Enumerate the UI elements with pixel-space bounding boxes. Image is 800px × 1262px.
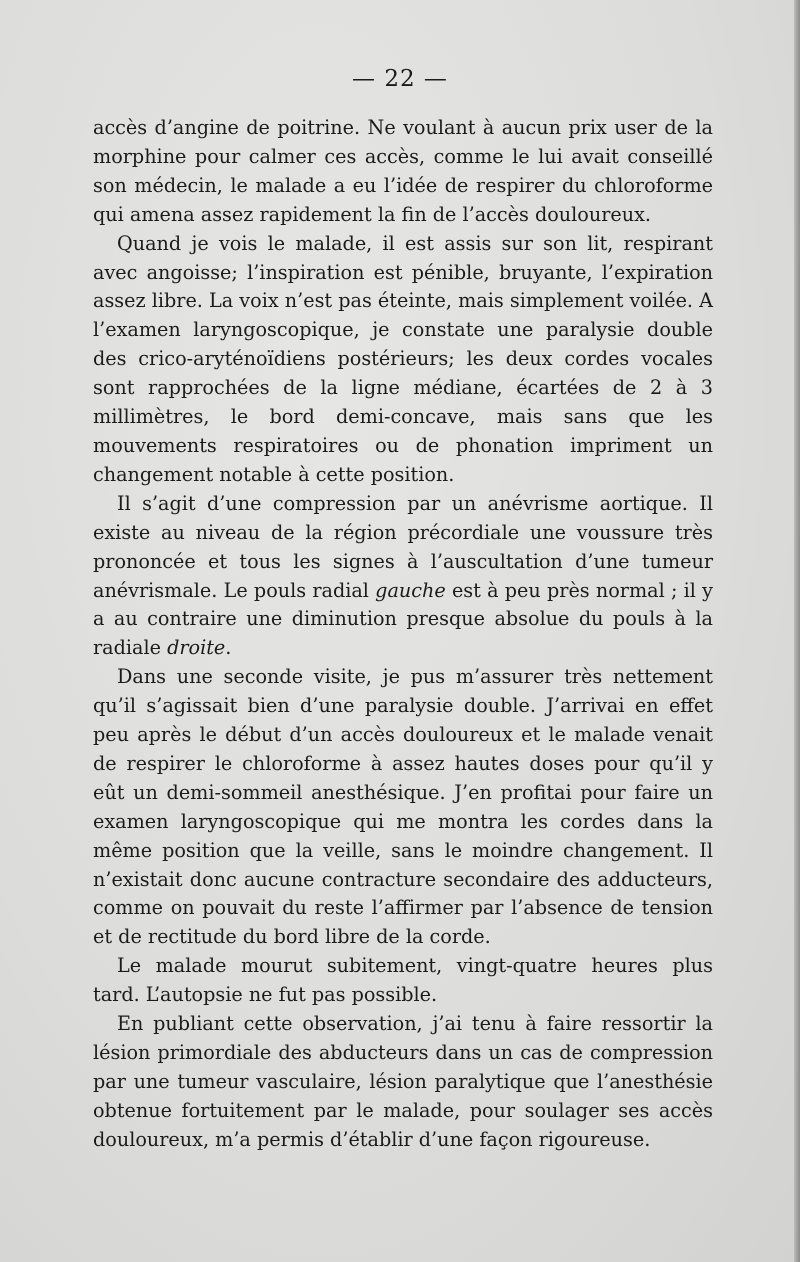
paragraph-4: Dans une seconde visite, je pus m’assurer très nettement qu’il s’agissait bien d’une paralysie double. J’arrivai en effet peu après le début d’un accès douloureux et le malade venait de respirer le chloroforme à assez hautes doses pour qu’il y eût un demi-sommeil anesthésique. J’en profitai pour faire un examen laryngoscopique qui me montra les cordes dans la même position que la veille, sans le moindre changement. Il n’existait donc aucune contracture secondaire des adducteurs, comme on pouvait du reste l’affirmer par l’absence de tension et de rectitude du bord libre de la corde. [93, 665, 713, 949]
italic-word-gauche: gauche [375, 578, 446, 602]
paragraph-1: accès d’angine de poitrine. Ne voulant à aucun prix user de la morphine pour calmer ces accès, comme le lui avait conseillé son médecin, le malade a eu l’idée de respirer du chloroforme qui amena assez rapidement la fin de l’accès douloureux. [93, 116, 713, 226]
paragraph-3-part-3: . [225, 636, 232, 660]
paragraph-3-part-1: Il s’agit d’une compression par un anévrisme aortique. Il existe au niveau de la région précordiale une voussure très prononcée et tous les signes à l’auscultation d’une tumeur anévrismale. Le pouls radial [93, 491, 713, 602]
paragraph-3-part-2: est à peu près normal ; il y a au contraire une diminution presque absolue du pouls à la radiale [93, 578, 713, 660]
paragraph-3 [93, 490, 713, 663]
body-text [93, 114, 713, 1155]
page-number: — 22 — [352, 66, 448, 92]
italic-word-droite: droite [167, 636, 226, 660]
page-edge-shadow [794, 0, 800, 1262]
paragraph-2: Quand je vois le malade, il est assis sur son lit, respirant avec angoisse; l’inspiration est pénible, bruyante, l’expiration assez libre. La voix n’est pas éteinte, mais simplement voilée. A l’examen laryngoscopique, je constate une paralysie double des crico-aryténoïdiens postérieurs; les deux cordes vocales sont rapprochées de la ligne médiane, écartées de 2 à 3 millimètres, le bord demi-concave, mais sans que les mouvements respiratoires ou de phonation impriment un changement notable à cette position. [93, 231, 713, 486]
paragraph-6: En publiant cette observation, j’ai tenu à faire ressortir la lésion primordiale des abducteurs dans un cas de compression par une tumeur vasculaire, lésion paralytique que l’anesthésie obtenue fortuitement par le malade, pour soulager ses accès douloureux, m’a permis d’établir d’une façon rigoureuse. [93, 1012, 713, 1151]
paragraph-5: Le malade mourut subitement, vingt-quatre heures plus tard. L’autopsie ne fut pas possible. [93, 954, 713, 1007]
